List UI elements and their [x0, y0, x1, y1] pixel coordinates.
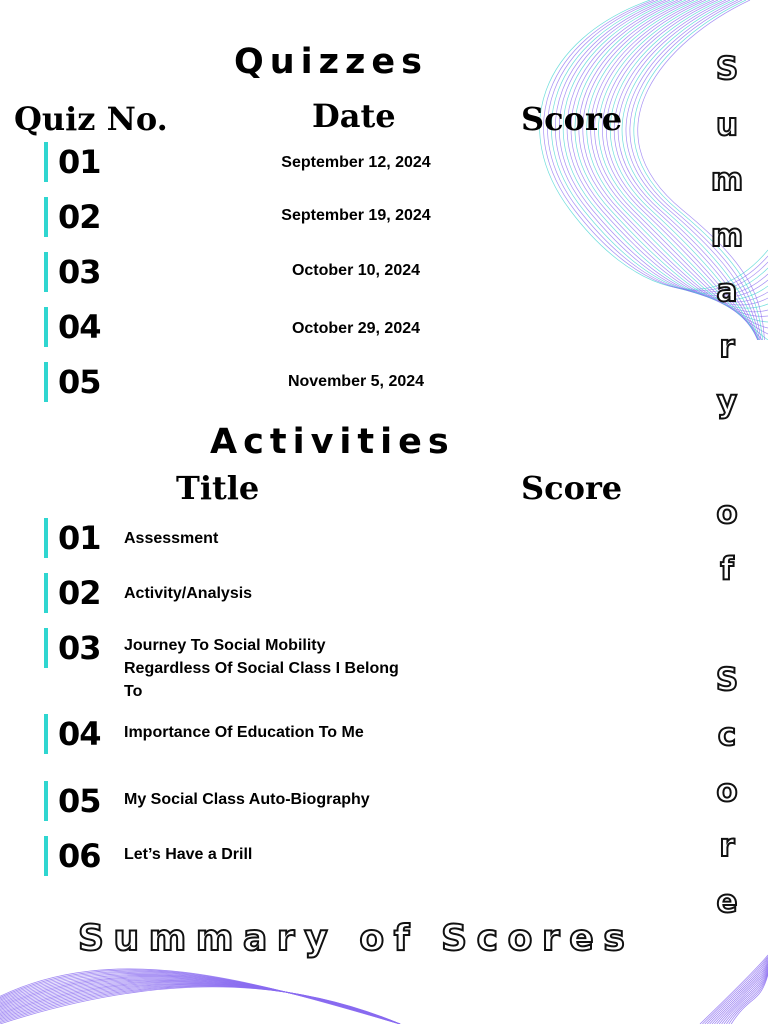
activity-title: Let’s Have a Drill	[124, 846, 253, 863]
activity-number: 03	[58, 629, 101, 667]
activity-number: 05	[58, 782, 101, 820]
accent-bar	[44, 197, 48, 237]
vertical-title-letter: e	[716, 883, 738, 920]
vertical-title-letter	[700, 597, 754, 653]
activity-title-header: Title	[176, 469, 260, 507]
vertical-title-letter: S	[715, 51, 739, 87]
activity-row	[44, 781, 484, 821]
quizzes-title: Quizzes	[234, 42, 428, 82]
quiz-number: 05	[58, 363, 101, 401]
vertical-title-letter	[700, 431, 754, 487]
vertical-title-letter: S	[715, 661, 739, 698]
quiz-number-header: Quiz No.	[14, 100, 168, 138]
quiz-number: 01	[58, 143, 101, 181]
accent-bar	[44, 362, 48, 402]
quiz-row	[44, 307, 484, 347]
quiz-row	[44, 252, 484, 292]
vertical-title-letter: y	[716, 384, 738, 420]
activity-row	[44, 573, 484, 613]
activity-title: Assessment	[124, 530, 219, 547]
activity-row	[44, 628, 484, 700]
activity-title: Importance Of Education To Me	[124, 724, 364, 741]
vertical-title-letter: o	[716, 772, 738, 809]
activity-score-header: Score	[521, 469, 623, 507]
vertical-title-letter: m	[710, 162, 744, 198]
vertical-title-letter: r	[719, 828, 735, 864]
accent-bar	[44, 836, 48, 876]
wave-line	[724, 970, 768, 1024]
bottom-summary-title: Summary of Scores	[78, 918, 635, 959]
accent-bar	[44, 307, 48, 347]
quiz-number: 02	[58, 198, 101, 236]
accent-bar	[44, 714, 48, 754]
quiz-date: September 12, 2024	[281, 154, 431, 171]
activity-title: My Social Class Auto-Biography	[124, 791, 370, 808]
wave-line	[0, 982, 400, 1024]
activity-number: 06	[58, 837, 101, 875]
quiz-row	[44, 362, 484, 402]
vertical-title-letter: u	[715, 106, 739, 143]
activity-number: 02	[58, 574, 101, 612]
quiz-row	[44, 197, 484, 237]
accent-bar	[44, 252, 48, 292]
activity-number: 01	[58, 519, 101, 557]
quiz-date-header: Date	[312, 97, 396, 135]
activities-title: Activities	[210, 422, 455, 462]
accent-bar	[44, 628, 48, 668]
activity-row	[44, 518, 484, 558]
quiz-number: 03	[58, 253, 101, 291]
vertical-title-letter: r	[719, 328, 735, 365]
vertical-title-letter: c	[717, 717, 737, 753]
activity-row	[44, 836, 484, 876]
vertical-title-letter: a	[716, 273, 738, 309]
vertical-title-letter: o	[716, 495, 738, 531]
quiz-date: September 19, 2024	[281, 207, 431, 224]
quiz-score-header: Score	[521, 100, 623, 138]
vertical-title-letter: f	[720, 550, 734, 587]
quiz-date: October 10, 2024	[291, 262, 421, 279]
accent-bar	[44, 781, 48, 821]
quiz-number: 04	[58, 308, 101, 346]
vertical-summary-title	[700, 42, 754, 930]
accent-bar	[44, 573, 48, 613]
quiz-row	[44, 142, 484, 182]
vertical-title-letter: m	[710, 217, 744, 254]
accent-bar	[44, 142, 48, 182]
activity-title: Journey To Social Mobility Regardless Of Social Class I Belong To	[124, 637, 399, 700]
activity-title: Activity/Analysis	[124, 585, 253, 602]
accent-bar	[44, 518, 48, 558]
quiz-date: November 5, 2024	[287, 373, 425, 390]
activity-number: 04	[58, 715, 101, 753]
quiz-date: October 29, 2024	[291, 320, 421, 337]
activity-row	[44, 714, 484, 764]
